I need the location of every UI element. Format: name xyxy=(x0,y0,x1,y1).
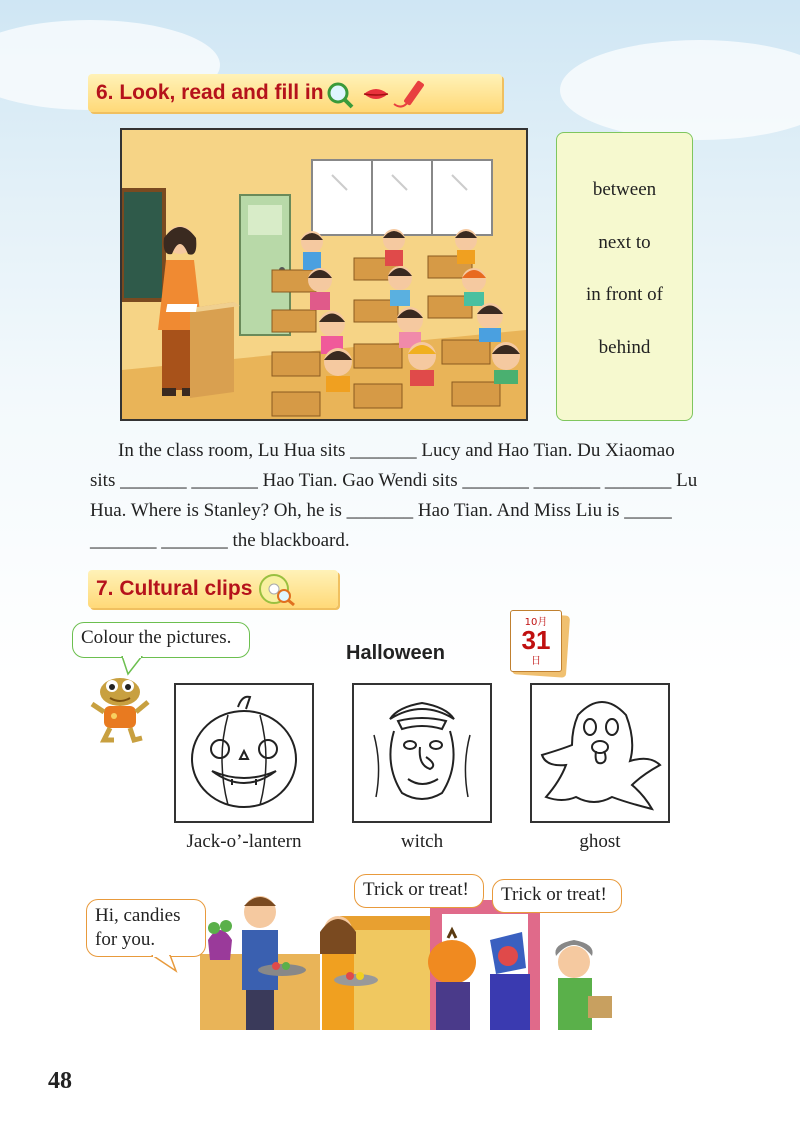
magnifier-disc-icon xyxy=(252,570,302,608)
calendar-month: 10月 xyxy=(524,617,548,628)
word-option: in front of xyxy=(585,284,664,305)
calendar-suffix: 日 xyxy=(531,656,541,667)
instruction-text: Colour the pictures. xyxy=(81,627,232,648)
instruction-bubble xyxy=(72,622,250,658)
word-option: between xyxy=(592,179,657,200)
kid2-speech-bubble xyxy=(492,879,622,913)
word-box xyxy=(556,132,693,421)
fill-in-passage xyxy=(90,436,740,556)
ghost-frame xyxy=(530,683,670,823)
passage-line: Hua. Where is Stanley? Oh, he is _______ Hao Tian. And Miss Liu is _____ xyxy=(90,500,672,521)
ghost-icon xyxy=(532,685,668,821)
kid2-speech-text: Trick or treat! xyxy=(501,884,607,905)
ghost-caption: ghost xyxy=(579,831,621,852)
frog-mascot-icon xyxy=(90,672,152,744)
passage-line: sits _______ _______ Hao Tian. Gao Wendi sits _______ _______ _______ Lu xyxy=(90,470,698,491)
halloween-heading: Halloween xyxy=(346,642,445,664)
host-speech-text: Hi, candies for you. xyxy=(95,905,181,950)
page-number: 48 xyxy=(48,1068,72,1094)
word-option: behind xyxy=(598,337,651,358)
bubble-tail xyxy=(150,955,180,975)
witch-icon xyxy=(354,685,490,821)
classroom-illustration xyxy=(120,128,528,421)
calendar-day: 31 xyxy=(521,625,551,655)
kid1-speech-text: Trick or treat! xyxy=(363,879,469,900)
look-read-write-icon xyxy=(324,74,454,112)
passage-line: In the class room, Lu Hua sits _______ Lucy and Hao Tian. Du Xiaomao xyxy=(118,440,675,461)
cloud-decoration xyxy=(560,40,800,140)
passage-line: _______ _______ the blackboard. xyxy=(90,530,350,551)
section-7-title: 7. Cultural clips xyxy=(96,577,253,600)
jack-o-lantern-caption: Jack-o’-lantern xyxy=(186,831,302,852)
section-6-title: 6. Look, read and fill in xyxy=(96,81,324,104)
word-option: next to xyxy=(598,232,651,253)
section-7-banner xyxy=(88,570,338,608)
calendar-icon xyxy=(510,610,568,676)
jack-o-lantern-icon xyxy=(176,685,312,821)
section-6-banner xyxy=(88,74,502,112)
jack-o-lantern-frame xyxy=(174,683,314,823)
kid1-speech-bubble xyxy=(354,874,484,908)
host-speech-bubble xyxy=(86,899,206,957)
witch-frame xyxy=(352,683,492,823)
witch-caption: witch xyxy=(400,831,444,852)
